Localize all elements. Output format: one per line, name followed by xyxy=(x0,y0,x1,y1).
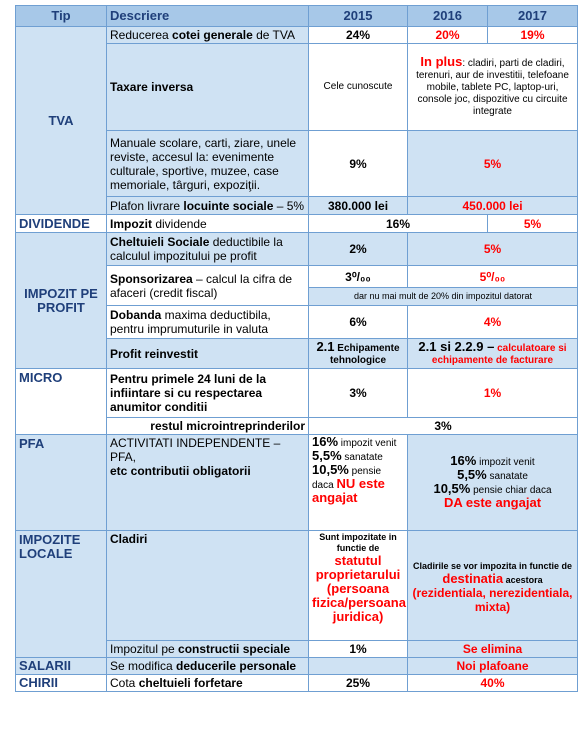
value-2016-2017: 40% xyxy=(408,675,578,692)
row-description: Sponsorizarea – calcul la cifra de afaceri (credit fiscal) xyxy=(107,266,309,306)
table-row xyxy=(16,435,578,531)
table-row xyxy=(16,233,578,266)
category-micro: MICRO xyxy=(16,369,107,435)
category-pfa: PFA xyxy=(16,435,107,531)
row-description: Taxare inversa xyxy=(107,44,309,131)
category-salarii: SALARII xyxy=(16,658,107,675)
row-description: Impozitul pe constructii speciale xyxy=(107,641,309,658)
value-2015: 2.1 Echipamente tehnologice xyxy=(309,339,408,369)
category-tva: TVA xyxy=(16,27,107,215)
row-description: Dobanda maxima deductibila, pentru imprumuturile in valuta xyxy=(107,306,309,339)
table-row xyxy=(16,675,578,692)
row-description: Manuale scolare, carti, ziare, unele reviste, accesul la: evenimente culturale, sportive, muzee, case memoriale, târguri, expoziţii. xyxy=(107,131,309,197)
value-2015-2016: 16% xyxy=(309,215,488,233)
row-description: Impozit dividende xyxy=(107,215,309,233)
value-2017: 5% xyxy=(488,215,578,233)
value-2015: 2% xyxy=(309,233,408,266)
value-2015: 380.000 lei xyxy=(309,197,408,215)
category-dividende: DIVIDENDE xyxy=(16,215,107,233)
value-2015: 3⁰/₀₀ xyxy=(309,266,408,288)
category-chirii: CHIRII xyxy=(16,675,107,692)
category-profit: IMPOZIT PE PROFIT xyxy=(16,233,107,369)
fiscal-changes-table xyxy=(15,5,578,692)
value-2016-2017: 5⁰/₀₀ xyxy=(408,266,578,288)
value-2015: Cele cunoscute xyxy=(309,44,408,131)
value-2015: Sunt impozitate in functie de statutul proprietarului (persoana fizica/persoana juridica) xyxy=(309,531,408,641)
value-2016-2017: 4% xyxy=(408,306,578,339)
value-2016-2017: 2.1 si 2.2.9 – calculatoare si echipamente de facturare xyxy=(408,339,578,369)
row-description: Profit reinvestit xyxy=(107,339,309,369)
row-description: Cota cheltuieli forfetare xyxy=(107,675,309,692)
value-2016-2017: 5% xyxy=(408,131,578,197)
value-2015: 1% xyxy=(309,641,408,658)
row-description: Se modifica deducerile personale xyxy=(107,658,309,675)
table-row xyxy=(16,215,578,233)
value-2015: 3% xyxy=(309,369,408,418)
row-description: Pentru primele 24 luni de la infiintare si cu respectarea anumitor conditii xyxy=(107,369,309,418)
value-2015: 16% impozit venit 5,5% sanatate 10,5% pensie daca NU este angajat xyxy=(309,435,408,531)
value-2016-2017: Noi plafoane xyxy=(408,658,578,675)
header-2015: 2015 xyxy=(309,6,408,27)
row-description: Cladiri xyxy=(107,531,309,641)
header-tip: Tip xyxy=(16,6,107,27)
header-row xyxy=(16,6,578,27)
table-row xyxy=(16,531,578,641)
row-description: Plafon livrare locuinte sociale – 5% xyxy=(107,197,309,215)
value-2016-2017: 450.000 lei xyxy=(408,197,578,215)
table-row xyxy=(16,27,578,44)
table-row xyxy=(16,658,578,675)
value-2016-2017: 5% xyxy=(408,233,578,266)
value-2015: 9% xyxy=(309,131,408,197)
value-2016-2017: Cladirile se vor impozita in functie de destinatia acestora (rezidentiala, nerezidentiala, mixta) xyxy=(408,531,578,641)
note: dar nu mai mult de 20% din impozitul datorat xyxy=(309,288,578,306)
row-description: restul microintreprinderilor xyxy=(107,418,309,435)
value-2015: 25% xyxy=(309,675,408,692)
value-2016-2017: Se elimina xyxy=(408,641,578,658)
value-2015: 6% xyxy=(309,306,408,339)
header-2017: 2017 xyxy=(488,6,578,27)
table-row xyxy=(16,369,578,418)
value-2017: 19% xyxy=(488,27,578,44)
value-2015 xyxy=(309,658,408,675)
header-2016: 2016 xyxy=(408,6,488,27)
row-description: ACTIVITATI INDEPENDENTE – PFA, etc contributii obligatorii xyxy=(107,435,309,531)
header-descriere: Descriere xyxy=(107,6,309,27)
value-2016-2017: In plus: cladiri, parti de cladiri, terenuri, aur de investitii, telefoane mobile, tablete PC, laptop-uri, console joc, dispozitive cu circuite integrate xyxy=(408,44,578,131)
value-2016: 20% xyxy=(408,27,488,44)
value-2016-2017: 1% xyxy=(408,369,578,418)
category-locale: IMPOZITE LOCALE xyxy=(16,531,107,658)
row-description: Reducerea cotei generale de TVA xyxy=(107,27,309,44)
value-2015: 24% xyxy=(309,27,408,44)
row-description: Cheltuieli Sociale deductibile la calculul impozitului pe profit xyxy=(107,233,309,266)
value-2016-2017: 16% impozit venit 5,5% sanatate 10,5% pensie chiar daca DA este angajat xyxy=(408,435,578,531)
value-all: 3% xyxy=(309,418,578,435)
